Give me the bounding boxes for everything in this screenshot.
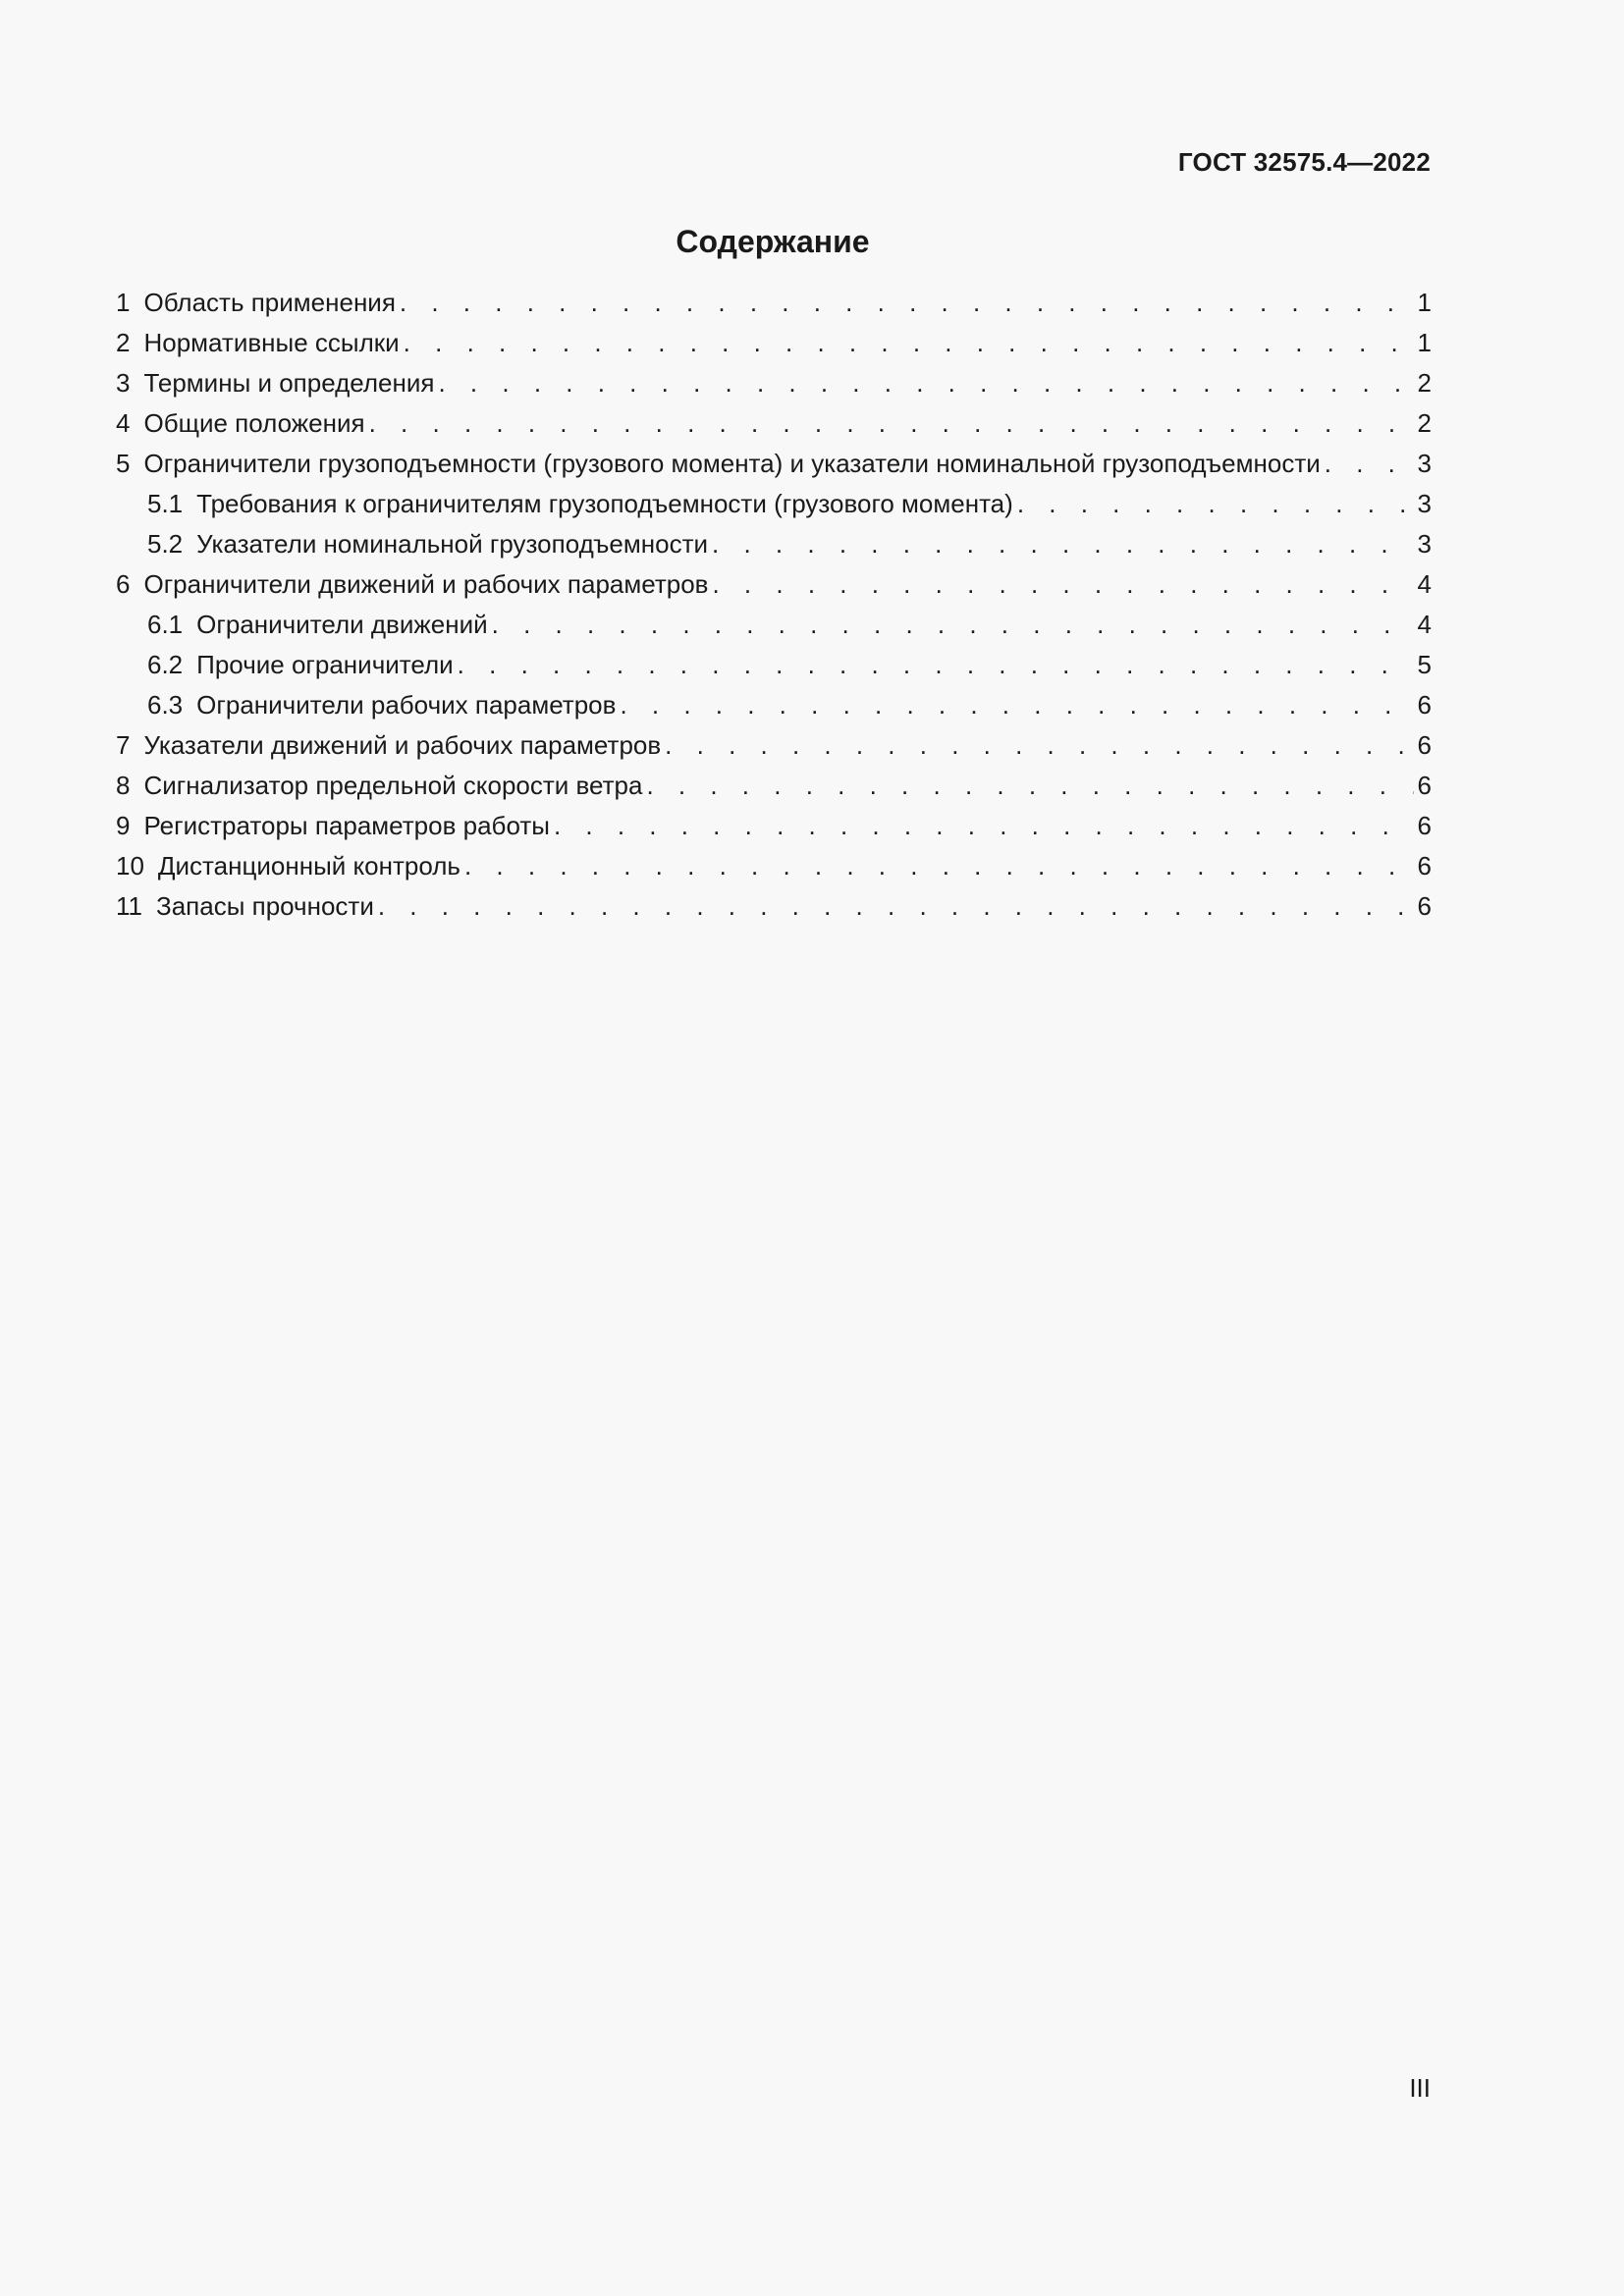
toc-entry[interactable] — [116, 766, 1432, 806]
toc-entry-page: 6 — [1417, 811, 1432, 840]
toc-entry-label: Запасы прочности — [156, 891, 374, 921]
toc-entry-label: Указатели номинальной грузоподъемности — [196, 529, 709, 559]
toc-entry-page: 4 — [1417, 610, 1432, 639]
toc-entry-number: 5.2 — [147, 529, 184, 559]
toc-entry-page: 6 — [1417, 730, 1432, 760]
toc-entry-page: 5 — [1417, 650, 1432, 679]
toc-subentry[interactable] — [116, 524, 1432, 564]
toc-entry-label: Область применения — [143, 288, 396, 317]
toc-leader-dots — [646, 766, 1413, 806]
toc-entry-page: 3 — [1417, 449, 1432, 478]
toc-leader-dots — [378, 886, 1414, 927]
toc-leader-dots — [404, 323, 1414, 363]
toc-leader-dots — [620, 685, 1413, 725]
toc-entry-number: 7 — [116, 730, 131, 760]
toc-leader-dots — [492, 605, 1414, 645]
toc-entry-label: Нормативные ссылки — [143, 328, 400, 357]
toc-leader-dots — [464, 846, 1414, 886]
toc-subentry[interactable] — [116, 645, 1432, 685]
toc-entry[interactable] — [116, 725, 1432, 766]
toc-entry[interactable] — [116, 403, 1432, 444]
toc-entry-page: 6 — [1417, 771, 1432, 800]
page-number: III — [1409, 2073, 1431, 2103]
toc-entry-number: 8 — [116, 771, 131, 800]
toc-entry[interactable] — [116, 444, 1432, 484]
toc-entry-number: 3 — [116, 368, 131, 398]
toc-entry-number: 10 — [116, 851, 144, 881]
toc-entry-page: 1 — [1417, 288, 1432, 317]
toc-entry[interactable] — [116, 283, 1432, 323]
toc-leader-dots — [1325, 444, 1414, 484]
document-code: ГОСТ 32575.4—2022 — [1177, 147, 1431, 177]
toc-entry-label: Ограничители грузоподъемности (грузового момента) и указатели номинальной грузоподъемности — [143, 449, 1321, 478]
toc-entry-page: 6 — [1417, 851, 1432, 881]
toc-entry-label: Регистраторы параметров работы — [143, 811, 550, 840]
toc-leader-dots — [400, 283, 1414, 323]
toc-entry-label: Ограничители рабочих параметров — [196, 690, 617, 720]
toc-entry-page: 2 — [1417, 408, 1432, 438]
toc-entry-number: 2 — [116, 328, 131, 357]
toc-entry-number: 1 — [116, 288, 131, 317]
toc-entry-label: Термины и определения — [143, 368, 435, 398]
toc-entry-number: 5.1 — [147, 489, 184, 518]
toc-leader-dots — [554, 806, 1414, 846]
toc-entry-label: Прочие ограничители — [196, 650, 454, 679]
toc-entry[interactable] — [116, 363, 1432, 403]
toc-entry-number: 11 — [116, 891, 142, 921]
toc-leader-dots — [369, 403, 1414, 444]
toc-leader-dots — [1017, 484, 1414, 524]
toc-entry-page: 6 — [1417, 690, 1432, 720]
toc-entry[interactable] — [116, 564, 1432, 605]
toc-leader-dots — [712, 564, 1413, 605]
toc-entry-label: Общие положения — [143, 408, 365, 438]
toc-entry-label: Сигнализатор предельной скорости ветра — [143, 771, 643, 800]
toc-leader-dots — [438, 363, 1413, 403]
toc-entry-label: Дистанционный контроль — [157, 851, 460, 881]
toc-entry-number: 6 — [116, 569, 131, 599]
toc-leader-dots — [665, 725, 1413, 766]
toc-leader-dots — [458, 645, 1414, 685]
toc-entry-number: 6.3 — [147, 690, 184, 720]
toc-entry[interactable] — [116, 846, 1432, 886]
toc-entry[interactable] — [116, 323, 1432, 363]
toc-entry-page: 1 — [1417, 328, 1432, 357]
toc-entry-label: Требования к ограничителям грузоподъемности (грузового момента) — [196, 489, 1013, 518]
toc-entry-label: Ограничители движений и рабочих параметров — [143, 569, 709, 599]
toc-entry[interactable] — [116, 886, 1432, 927]
toc-entry-page: 2 — [1417, 368, 1432, 398]
toc-subentry[interactable] — [116, 484, 1432, 524]
toc-entry-label: Указатели движений и рабочих параметров — [143, 730, 662, 760]
toc-leader-dots — [712, 524, 1414, 564]
toc-entry-number: 5 — [116, 449, 131, 478]
toc-entry-number: 9 — [116, 811, 131, 840]
toc-subentry[interactable] — [116, 605, 1432, 645]
toc-entry-page: 3 — [1417, 529, 1432, 559]
table-of-contents — [116, 283, 1432, 927]
toc-entry-page: 4 — [1417, 569, 1432, 599]
toc-entry-number: 6.1 — [147, 610, 184, 639]
toc-entry-page: 3 — [1417, 489, 1432, 518]
toc-subentry[interactable] — [116, 685, 1432, 725]
toc-entry-number: 4 — [116, 408, 131, 438]
toc-entry-number: 6.2 — [147, 650, 184, 679]
toc-entry-page: 6 — [1417, 891, 1432, 921]
toc-entry-label: Ограничители движений — [196, 610, 488, 639]
toc-title: Содержание — [676, 224, 870, 259]
toc-entry[interactable] — [116, 806, 1432, 846]
